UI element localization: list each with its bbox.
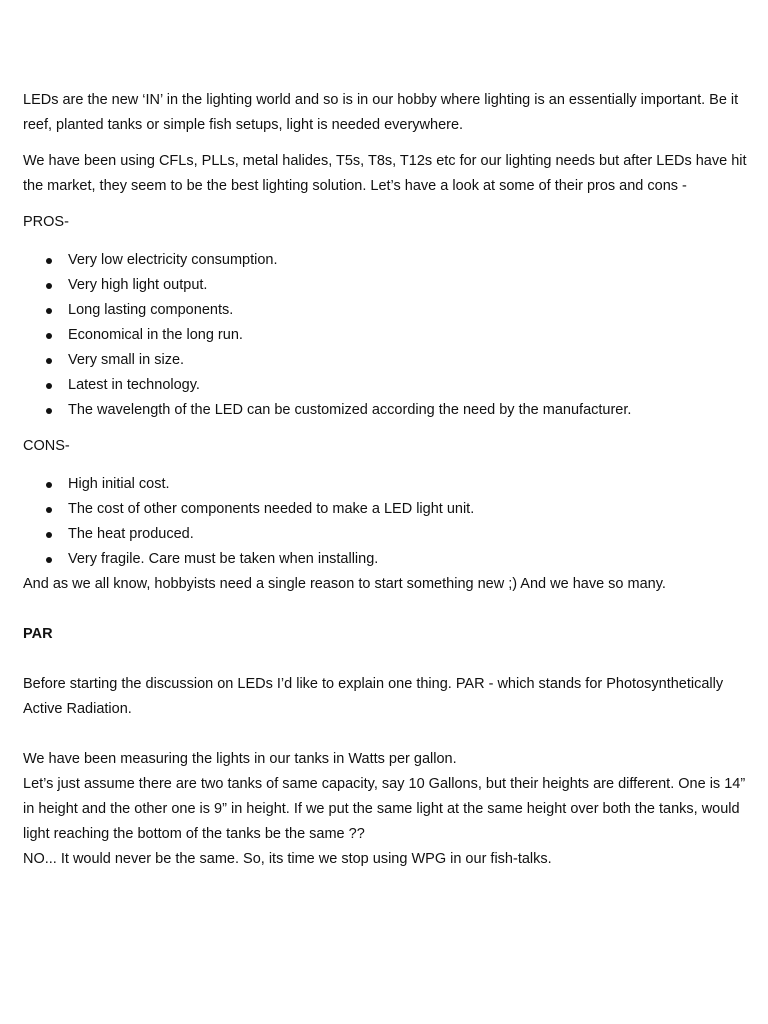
list-item [23, 373, 753, 398]
document-page [23, 88, 753, 872]
intro-paragraph-2: We have been using CFLs, PLLs, metal halides, T5s, T8s, T12s etc for our lighting needs but after LEDs have hit the market, they seem to be the best lighting solution. Let’s have a look at some of their pros and cons - [23, 153, 747, 194]
list-item-text: The heat produced. [68, 526, 194, 542]
cons-label: CONS- [23, 438, 70, 454]
list-item-text: Economical in the long run. [68, 327, 243, 343]
bullet-icon [46, 258, 52, 264]
list-item-text: Long lasting components. [68, 302, 234, 318]
pros-label: PROS- [23, 214, 69, 230]
list-item-text: High initial cost. [68, 476, 170, 492]
list-item-text: Latest in technology. [68, 377, 200, 393]
bullet-icon [46, 532, 52, 538]
bullet-icon [46, 408, 52, 414]
par-line-3: NO... It would never be the same. So, its time we stop using WPG in our fish-talks. [23, 851, 552, 867]
cons-list [23, 472, 753, 572]
list-item [23, 472, 753, 497]
list-item [23, 497, 753, 522]
intro-paragraph-1: LEDs are the new ‘IN’ in the lighting world and so is in our hobby where lighting is an essentially important. Be it reef, planted tanks or simple fish setups, light is needed everywhere. [23, 92, 739, 133]
list-item [23, 547, 753, 572]
list-item-text: Very small in size. [68, 352, 185, 368]
bullet-icon [46, 283, 52, 289]
bullet-icon [46, 333, 52, 339]
list-item [23, 248, 753, 273]
bullet-icon [46, 383, 52, 389]
bullet-icon [46, 358, 52, 364]
list-item-text: Very high light output. [68, 277, 208, 293]
closing-line: And as we all know, hobbyists need a single reason to start something new ;) And we have so many. [23, 576, 666, 592]
list-item-text: Very fragile. Care must be taken when installing. [68, 551, 379, 567]
list-item-text: The cost of other components needed to make a LED light unit. [68, 501, 475, 517]
bullet-icon [46, 482, 52, 488]
par-line-1: We have been measuring the lights in our tanks in Watts per gallon. [23, 751, 457, 767]
list-item [23, 273, 753, 298]
bullet-icon [46, 507, 52, 513]
list-item [23, 323, 753, 348]
par-intro-paragraph: Before starting the discussion on LEDs I’d like to explain one thing. PAR - which stands for Photosynthetically Active Radiation. [23, 676, 724, 717]
list-item [23, 298, 753, 323]
list-item [23, 522, 753, 547]
list-item [23, 348, 753, 373]
list-item-text: The wavelength of the LED can be customized according the need by the manufacturer. [68, 402, 632, 418]
par-heading: PAR [23, 626, 53, 642]
list-item [23, 398, 753, 423]
pros-list [23, 248, 753, 423]
bullet-icon [46, 557, 52, 563]
bullet-icon [46, 308, 52, 314]
par-line-2: Let’s just assume there are two tanks of same capacity, say 10 Gallons, but their heights are different. One is 14” in height and the other one is 9” in height. If we put the same light at the same height over both the tanks, would light reaching the bottom of the tanks be the same ?? [23, 776, 746, 842]
list-item-text: Very low electricity consumption. [68, 252, 278, 268]
